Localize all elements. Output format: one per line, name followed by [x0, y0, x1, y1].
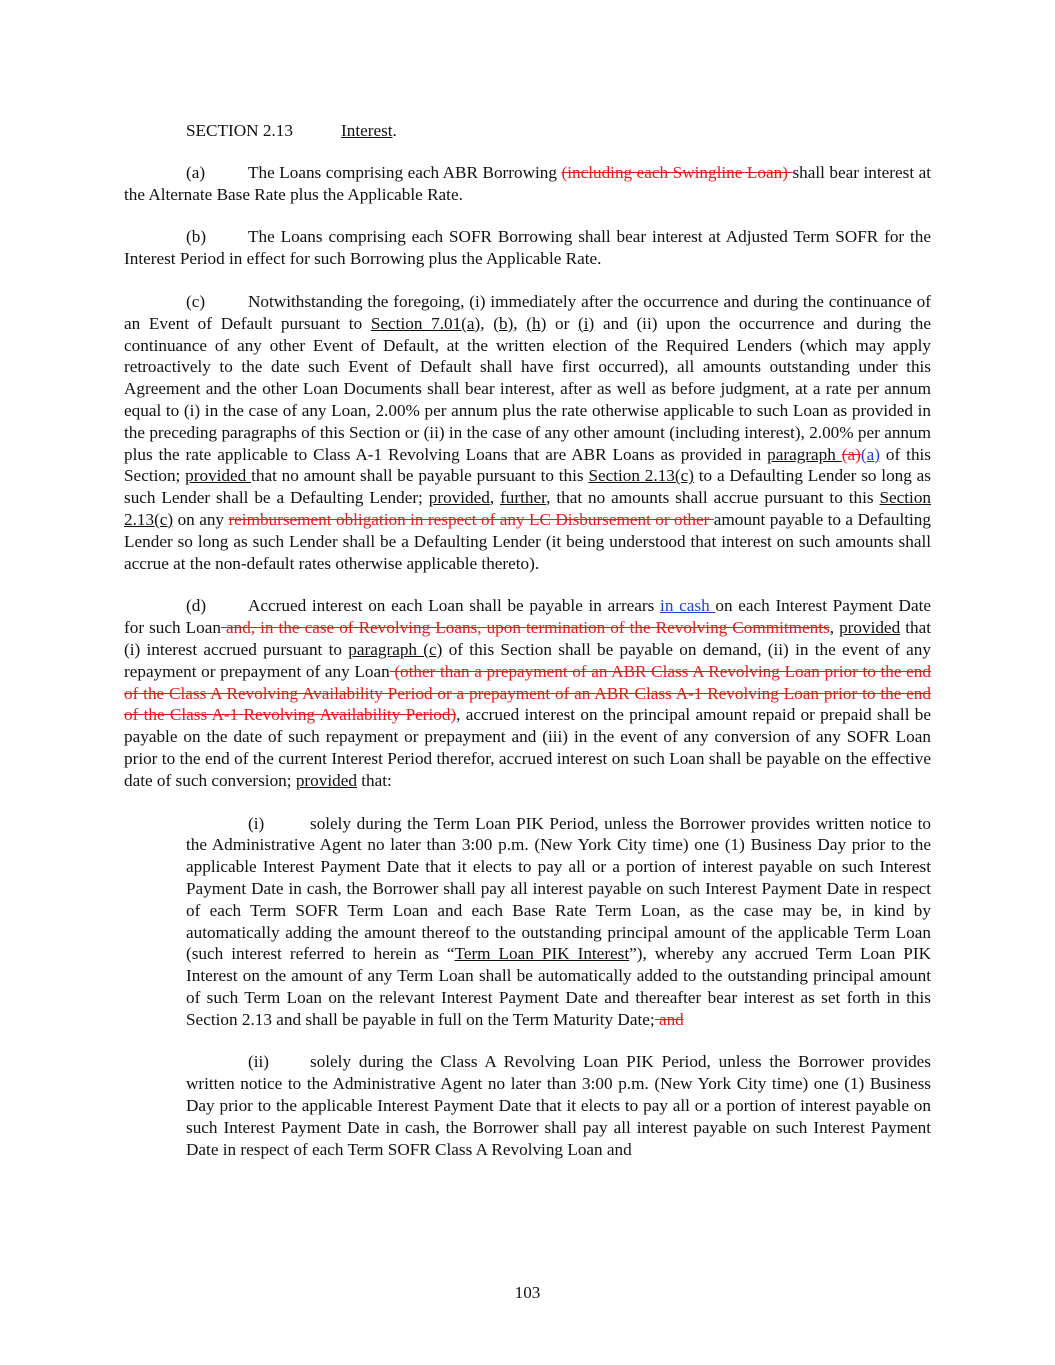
- subparagraph-i-label: (i): [248, 813, 265, 833]
- section-reference: Section 2.13(c): [124, 488, 932, 529]
- text: that (i) interest accrued pursuant to: [124, 618, 931, 659]
- section-reference: (i): [578, 313, 595, 333]
- page-number: 103: [514, 1283, 541, 1302]
- text: ”), whereby any accrued Term Loan PIK Interest on the amount of any Term Loan shall be automatically added to the outstanding principal amount of such Term Loan on the relevant Interest Payment Date and thereafter bear interest as set forth in this Section 2.13 and shall be payable in full on the Term Maturity Date;: [186, 944, 931, 1029]
- deleted-text: reimbursement obligation in respect of any LC Disbursement or other: [228, 509, 714, 529]
- paragraph-a: [124, 162, 931, 206]
- text: Notwithstanding the foregoing, (i) immediately after the occurrence and during the continuance of an Event of Default pursuant to: [124, 291, 931, 333]
- deleted-text: and, in the case of Revolving Loans, upon termination of the Revolving Commitments: [220, 618, 830, 638]
- provided-term: provided: [185, 466, 252, 486]
- section-reference: (b): [493, 313, 514, 333]
- provided-term: provided: [295, 770, 357, 790]
- paragraph-reference: paragraph: [767, 444, 842, 464]
- section-title-period: .: [392, 121, 397, 140]
- paragraph-d-label: (d): [186, 596, 207, 616]
- text: that:: [356, 770, 392, 790]
- subparagraph-i: [186, 813, 931, 1031]
- section-title: Interest: [341, 121, 393, 140]
- text: , accrued interest on the principal amount repaid or prepaid shall be payable on the date of such repayment or prepayment and (iii) in the event of any conversion of any SOFR Loan prior to the end of the current Interest Period therefor, accrued interest on such Loan shall be payable on the effective date of such conversion;: [124, 705, 931, 790]
- defined-term: Term Loan PIK Interest: [454, 944, 630, 964]
- paragraph-b: [124, 226, 931, 270]
- paragraph-b-label: (b): [186, 227, 207, 247]
- text: solely during the Term Loan PIK Period, unless the Borrower provides written notice to the Administrative Agent no later than 3:00 p.m. (New York City time) one (1) Business Day prior to the applicable Interest Payment Date that it elects to pay all or a portion of interest payable on such Interest Payment Date in cash, the Borrower shall pay all interest payable on such Interest Payment Date in respect of each Term SOFR Term Loan and each Base Rate Term Loan, as the case may be, in kind by automatically adding the amount thereof to the outstanding principal amount of the applicable Term Loan (such interest referred to herein as “: [186, 813, 931, 964]
- text: solely during the Class A Revolving Loan PIK Period, unless the Borrower provides written notice to the Administrative Agent no later than 3:00 p.m. (New York City time) one (1) Business Day prior to the applicable Interest Payment Date that it elects to pay all or a portion of interest payable on such Interest Payment Date in cash, the Borrower shall pay all interest payable on such Interest Payment Date in respect of each Term SOFR Class A Revolving Loan and: [186, 1052, 931, 1159]
- text: and (ii) upon the occurrence and during the continuance of any other Event of Default, at the written election of the Required Lenders (which may apply retroactively to the date such Event of Default shall have first occurred), all amounts outstanding under this Agreement and the other Loan Documents shall bear interest, after as well as before judgment, at a rate per annum equal to (i) in the case of any Loan, 2.00% per annum plus the rate otherwise applicable to such Loan as provided in the preceding paragraphs of this Section or (ii) in the case of any other amount (including interest), 2.00% per annum plus the rate applicable to Class A-1 Revolving Loans that are ABR Loans as provided in: [124, 313, 932, 464]
- deleted-text: (other than a prepayment of an ABR Class A Revolving Loan prior to the end of the Class A Revolving Availability Period or a prepayment of an ABR Class A-1 Revolving Loan prior to the end of the Class A-1 Revolving Availability Period): [124, 661, 931, 725]
- provided-term: provided: [839, 618, 901, 638]
- text: ,: [513, 313, 527, 333]
- text: , that no amounts shall accrue pursuant to this: [546, 488, 880, 508]
- text: of this Section shall be payable on demand, (ii) in the event of any repayment or prepayment of any Loan: [124, 639, 931, 681]
- text: on any: [173, 509, 229, 529]
- provided-term: provided: [428, 488, 490, 508]
- section-number: SECTION 2.13: [186, 121, 293, 140]
- inserted-text: (a): [860, 444, 880, 464]
- paragraph-reference: paragraph (c): [348, 639, 443, 659]
- paragraph-a-label: (a): [186, 162, 206, 182]
- subparagraph-ii: [186, 1051, 931, 1160]
- document-page: [124, 120, 931, 1181]
- text: ,: [489, 488, 501, 508]
- text: that no amount shall be payable pursuant to this: [251, 466, 589, 486]
- paragraph-c: [124, 291, 931, 574]
- text: The Loans comprising each SOFR Borrowing shall bear interest at Adjusted Term SOFR for the Interest Period in effect for such Borrowing plus the Applicable Rate.: [124, 227, 931, 269]
- section-reference: Section 7.01(a): [370, 313, 481, 333]
- text: Accrued interest on each Loan shall be payable in arrears: [248, 596, 661, 616]
- deleted-text: (including each Swingline Loan): [561, 162, 793, 182]
- deleted-text: and: [654, 1009, 684, 1029]
- text: ,: [480, 313, 494, 333]
- paragraph-c-label: (c): [186, 291, 206, 311]
- section-heading: [124, 120, 931, 142]
- deleted-text: (a): [841, 444, 861, 464]
- text: or: [546, 313, 579, 333]
- text: to a Defaulting Lender so long as such Lender shall be a Defaulting Lender;: [124, 466, 931, 508]
- text: shall bear interest at the Alternate Base Rate plus the Applicable Rate.: [124, 162, 932, 204]
- text: amount payable to a Defaulting Lender so long as such Lender shall be a Defaulting Lender (it being understood that interest on such amounts shall accrue at the non-default rates otherwise applicable thereto).: [124, 509, 931, 573]
- paragraph-d: [124, 595, 931, 791]
- further-term: further: [500, 488, 547, 508]
- section-reference: Section 2.13(c): [588, 466, 694, 486]
- section-reference: (h): [526, 313, 547, 333]
- text: ,: [829, 618, 840, 638]
- inserted-text: in cash: [660, 596, 716, 616]
- text: on each Interest Payment Date for such Loan: [124, 596, 931, 638]
- text: of this Section;: [124, 444, 931, 486]
- subparagraph-ii-label: (ii): [248, 1052, 269, 1072]
- text: The Loans comprising each ABR Borrowing: [248, 162, 562, 182]
